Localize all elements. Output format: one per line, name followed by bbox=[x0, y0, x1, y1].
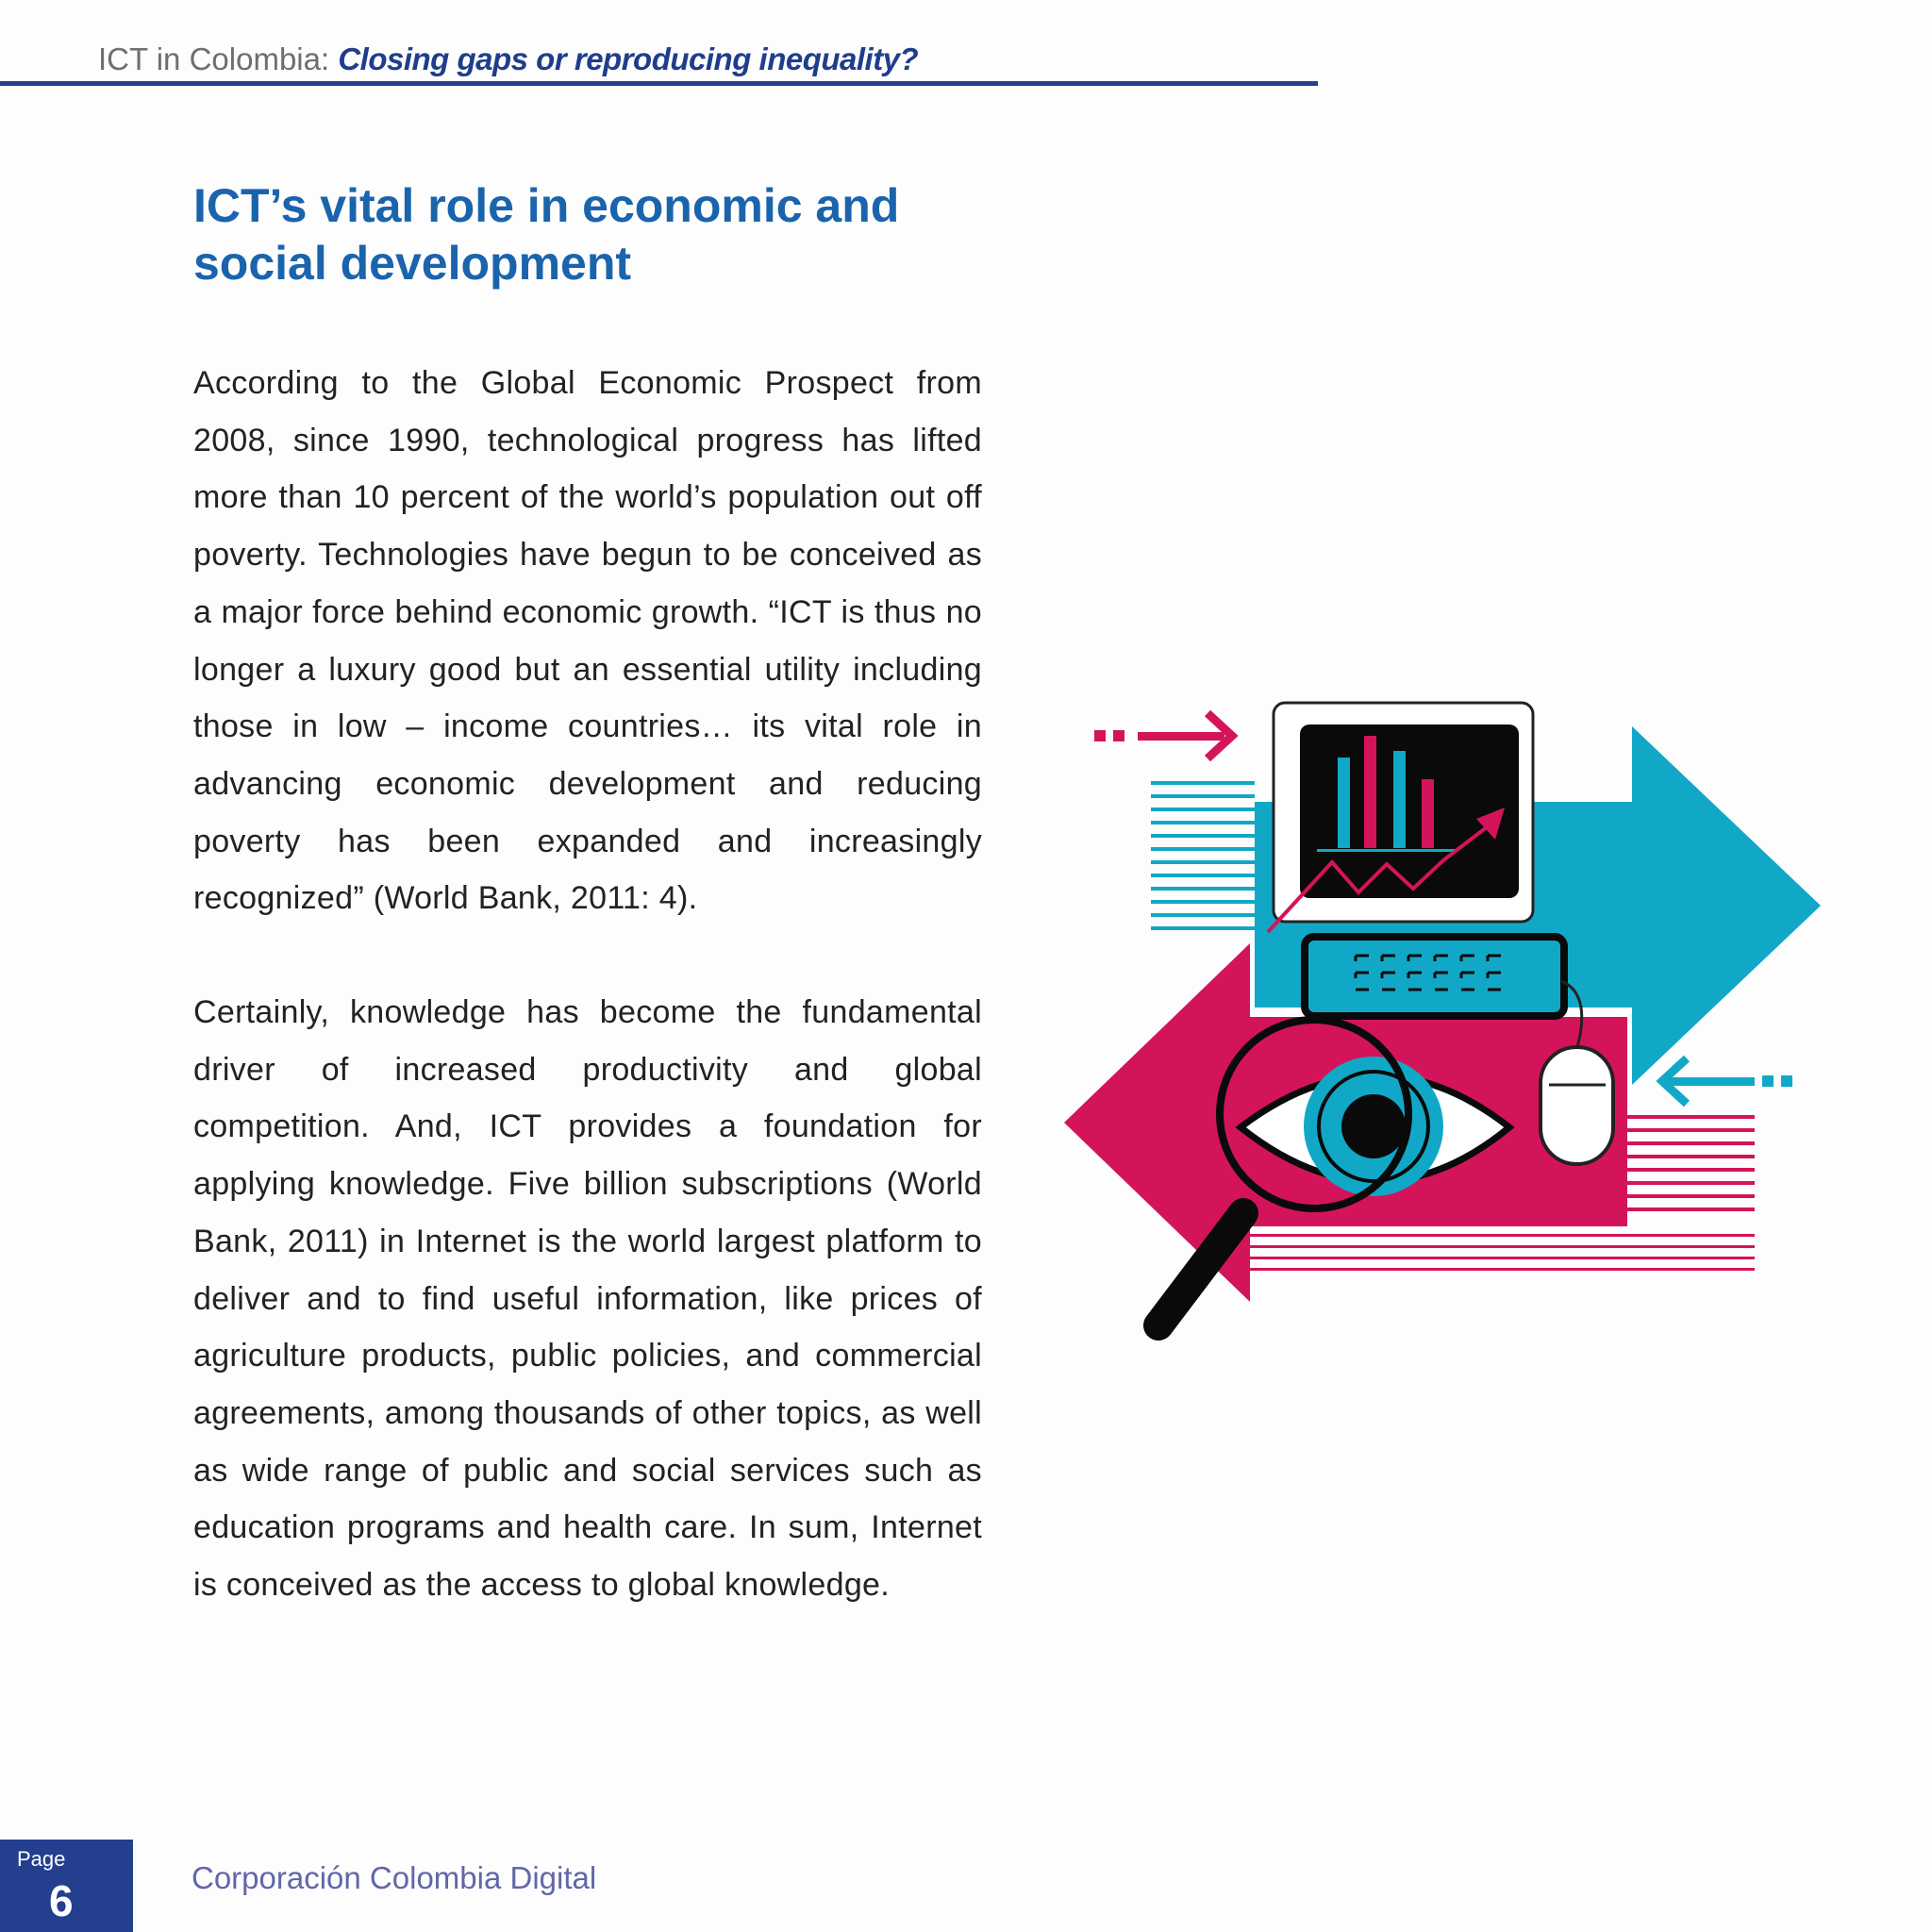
computer-monitor-icon bbox=[1268, 703, 1533, 932]
right-pointing-arrow-icon bbox=[1094, 713, 1232, 758]
ict-illustration bbox=[1057, 698, 1830, 1358]
page-label: Page bbox=[17, 1847, 66, 1871]
section-title: ICT’s vital role in economic and social development bbox=[193, 179, 900, 290]
header-prefix: ICT in Colombia: bbox=[98, 42, 339, 76]
left-pointing-arrow-icon bbox=[1662, 1058, 1792, 1104]
page-number-box bbox=[0, 1840, 133, 1932]
body-paragraph-1: According to the Global Economic Prospect from 2008, since 1990, technological progress has lifted more than 10 percent of the world’s population out off poverty. Technologies have begun to be conceived as a major force behind economic growth. “ICT is thus no longer a luxury good but an essential utility including those in low – income countries… its vital role in advancing economic development and reducing poverty has been expanded and increasingly recognized” (World Bank, 2011: 4). bbox=[193, 365, 982, 917]
footer-organization: Corporación Colombia Digital bbox=[192, 1860, 597, 1895]
header-subtitle: Closing gaps or reproducing inequality? bbox=[338, 42, 919, 76]
body-paragraph-2: Certainly, knowledge has become the fundamental driver of increased productivity and global competition. And, ICT provides a foundation for applying knowledge. Five billion subscriptions (World Bank, 2011) in Internet is the world largest platform to deliver and to find useful information, like prices of agriculture products, public policies, and commercial agreements, among thousands of other topics, as well as wide range of public and social services such as education programs and health care. In sum, Internet is conceived as the access to global knowledge. bbox=[193, 994, 982, 1604]
mouse-icon bbox=[1541, 1047, 1613, 1164]
page-number: 6 bbox=[49, 1876, 74, 1925]
running-header bbox=[98, 42, 918, 77]
header-rule bbox=[0, 81, 1318, 86]
